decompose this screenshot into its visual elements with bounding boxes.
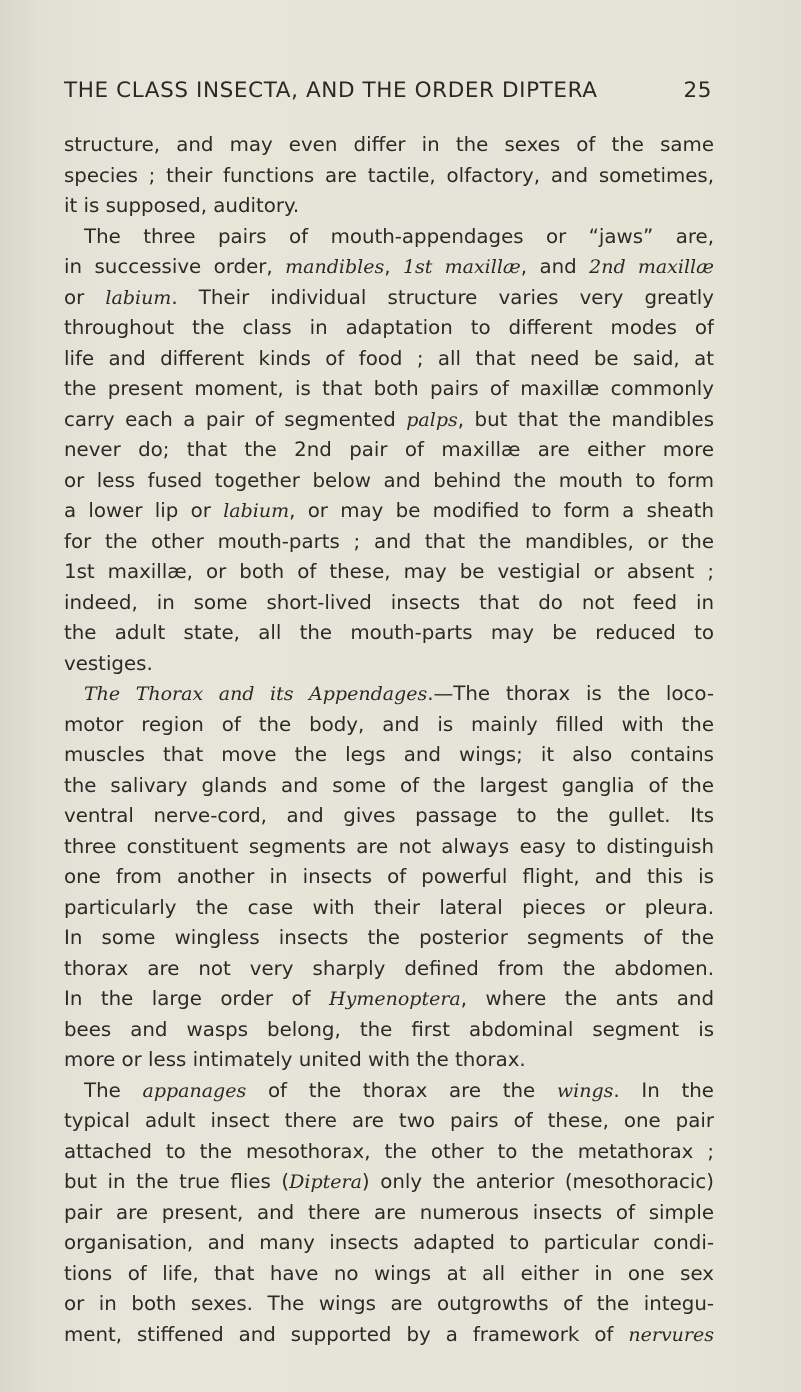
text-line: 1st maxillæ, or both of these, may be vestigial or absent ; [64, 560, 714, 583]
text-run: , but that the mandibles [457, 407, 714, 431]
text-line [64, 496, 714, 527]
text-line [64, 405, 714, 436]
text-run: or [64, 285, 106, 309]
italic-term: mandibles [285, 256, 385, 278]
text-line: more or less intimately united with the thorax. [64, 1048, 526, 1071]
italic-term: palps [406, 408, 458, 431]
text-line: never do; that the 2nd pair of maxillæ are either more [64, 438, 714, 461]
text-run: of the thorax are the [246, 1078, 557, 1102]
text-line: ventral nerve-cord, and gives passage to the gullet. Its [64, 804, 714, 827]
italic-term: labium [105, 286, 172, 309]
text-run: , where the ants and [460, 987, 714, 1010]
text-line: motor region of the body, and is mainly filled with the [64, 712, 714, 736]
text-run: in successive order, [64, 255, 286, 278]
text-run: ment, stiffened and supported by a framework of [64, 1322, 629, 1346]
text-line: it is supposed, auditory. [64, 194, 300, 217]
text-run: a lower lip or [64, 499, 224, 522]
text-line: or less fused together below and behind the mouth to form [64, 468, 714, 492]
text-line: the adult state, all the mouth-parts may be reduced to [64, 621, 714, 644]
italic-term: Hymenoptera [329, 988, 461, 1010]
text-line: vestiges. [64, 651, 153, 675]
text-line: the salivary glands and some of the largest ganglia of the [64, 773, 714, 797]
text-line: tions of life, that have no wings at all either in one sex [64, 1261, 714, 1285]
text-line: attached to the mesothorax, the other to the metathorax ; [64, 1139, 714, 1163]
text-line [64, 1320, 714, 1351]
text-line: In some wingless insects the posterior segments of the [64, 926, 714, 949]
italic-term: nervures [628, 1323, 714, 1346]
running-title: THE CLASS INSECTA, AND THE ORDER DIPTERA [64, 78, 598, 103]
text-run: . In the [613, 1078, 714, 1102]
text-line [64, 283, 714, 314]
text-line: pair are present, and there are numerous insects of simple [64, 1200, 714, 1224]
text-line: muscles that move the legs and wings; it also contains [64, 743, 714, 766]
body-text [64, 130, 714, 1350]
text-line: throughout the class in adaptation to different modes of [64, 316, 714, 339]
italic-term: 2nd maxillæ [589, 256, 714, 278]
text-line: for the other mouth-parts ; and that the mandibles, or the [64, 529, 714, 553]
text-run: , [384, 255, 403, 278]
italic-term: 1st maxillæ [402, 256, 521, 278]
text-run: ) only the anterior (mesothoracic) [361, 1170, 714, 1193]
text-line: thorax are not very sharply defined from the abdomen. [64, 956, 714, 980]
text-run: , or may be modified to form a sheath [289, 499, 714, 522]
italic-term: appanages [142, 1079, 247, 1102]
text-line: life and different kinds of food ; all that need be said, at [64, 346, 714, 370]
text-line: particularly the case with their lateral pieces or pleura. [64, 895, 714, 919]
text-run: , and [520, 255, 590, 278]
italic-term: labium [223, 500, 290, 522]
text-line [64, 679, 714, 710]
text-line [64, 984, 714, 1015]
text-line: The three pairs of mouth-appendages or “jaws” are, [84, 224, 714, 248]
text-line [64, 1167, 714, 1198]
text-line: structure, and may even differ in the sexes of the same [64, 133, 714, 156]
text-line: typical adult insect there are two pairs of these, one pair [64, 1109, 714, 1132]
text-line: indeed, in some short-lived insects that do not feed in [64, 590, 714, 614]
text-line: organisation, and many insects adapted to particular condi- [64, 1231, 714, 1254]
text-line: one from another in insects of powerful flight, and this is [64, 865, 714, 888]
text-line: the present moment, is that both pairs of maxillæ commonly [64, 377, 714, 400]
text-run: .—The thorax is the loco- [427, 682, 714, 705]
text-run: The [84, 1078, 143, 1102]
page-number: 25 [683, 78, 712, 103]
italic-term: wings [556, 1079, 614, 1102]
text-line: species ; their functions are tactile, olfactory, and sometimes, [64, 163, 714, 187]
text-line: or in both sexes. The wings are outgrowths of the integu- [64, 1292, 714, 1315]
italic-term: The Thorax and its Appendages [84, 683, 428, 705]
text-line: three constituent segments are not always easy to distinguish [64, 834, 714, 858]
text-run: but in the true flies ( [64, 1170, 290, 1193]
text-line: bees and wasps belong, the first abdominal segment is [64, 1017, 714, 1041]
text-run: . Their individual structure varies very greatly [171, 285, 714, 309]
running-header [64, 78, 712, 110]
text-run: carry each a pair of segmented [64, 407, 407, 431]
text-line [64, 252, 714, 283]
italic-term: Diptera [289, 1171, 362, 1193]
text-run: In the large order of [64, 987, 330, 1010]
text-line [64, 1076, 714, 1107]
